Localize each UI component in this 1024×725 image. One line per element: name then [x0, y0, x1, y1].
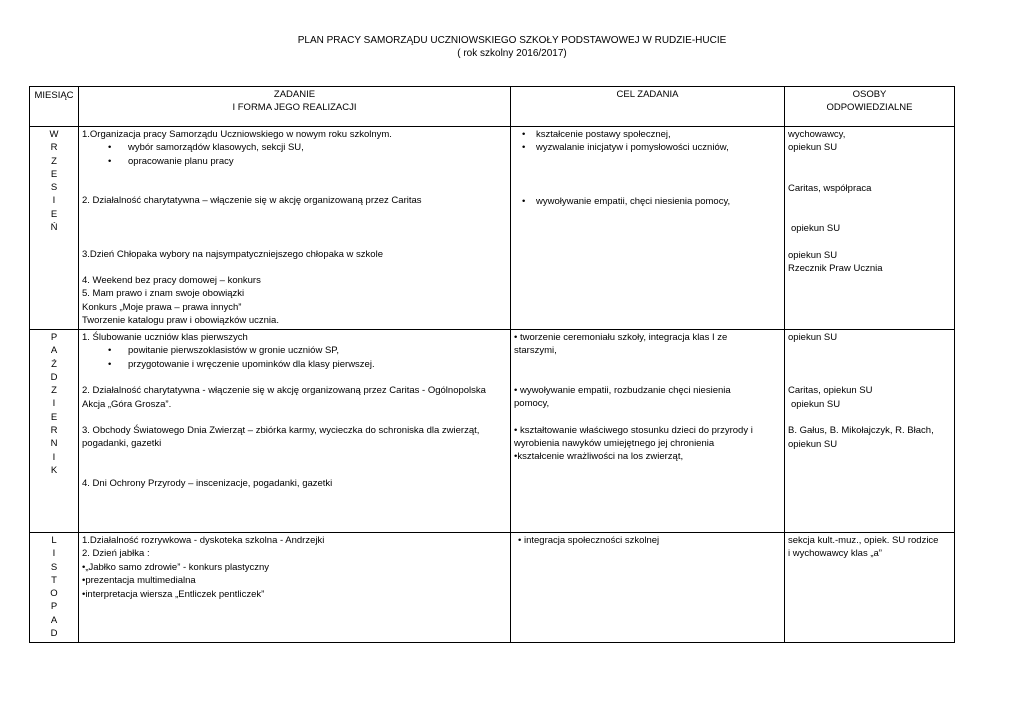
header-persons-line1: OSOBY	[852, 89, 887, 100]
task-text: 4. Dni Ochrony Przyrody – inscenizacje, pogadanki, gazetki	[82, 477, 333, 489]
persons-cell-pazdziernik	[785, 330, 955, 533]
month-letter: P	[50, 332, 58, 343]
persons-text: sekcja kult.-muz., opiek. SU rodzice	[788, 535, 939, 546]
persons-cell-wrzesien	[785, 127, 955, 330]
header-goal: CEL ZADANIA	[511, 87, 785, 127]
month-letter: T	[51, 574, 57, 586]
table-row-wrzesien	[30, 127, 955, 330]
task-text: •prezentacja multimedialna	[82, 575, 196, 587]
table-header-row	[30, 87, 955, 127]
month-letter: I	[52, 398, 56, 410]
goal-text: • integracja społeczności szkolnej	[518, 535, 660, 546]
persons-text: opiekun SU	[791, 223, 841, 235]
month-letter: I	[52, 548, 56, 560]
persons-text: i wychowawcy klas „a”	[788, 548, 882, 560]
month-letter: Z	[51, 155, 57, 167]
goal-cell-listopad	[511, 533, 785, 643]
month-letter: Ń	[50, 222, 58, 234]
month-letter: D	[50, 628, 58, 640]
document-subtitle: ( rok szkolny 2016/2017)	[457, 48, 567, 59]
header-persons	[785, 87, 955, 127]
task-text: 3. Obchody Światowego Dnia Zwierząt – zbiórka karmy, wycieczka do schroniska dla zwierząt,	[82, 425, 480, 437]
goal-bullet: • kształcenie postawy społecznej,	[514, 128, 781, 141]
task-text: pogadanki, gazetki	[82, 438, 162, 450]
task-text: •interpretacja wiersza „Entliczek pentliczek”	[82, 588, 265, 600]
month-letter: Z	[51, 385, 57, 397]
table-row-pazdziernik	[30, 330, 955, 533]
task-cell-wrzesien	[79, 127, 511, 330]
persons-text: opiekun SU	[788, 438, 838, 450]
task-text: 1.Organizacja pracy Samorządu Uczniowskiego w nowym roku szkolnym.	[82, 129, 392, 140]
persons-cell-listopad	[785, 533, 955, 643]
month-letter: D	[50, 371, 58, 383]
task-bullet: • opracowanie planu pracy	[82, 155, 507, 168]
persons-text: opiekun SU	[791, 398, 841, 410]
goal-text: • kształtowanie właściwego stosunku dzieci do przyrody i	[514, 424, 753, 436]
persons-text: Caritas, współpraca	[788, 182, 872, 194]
task-text: Konkurs „Moje prawa – prawa innych”	[82, 301, 242, 313]
task-text: •„Jabłko samo zdrowie” - konkurs plastyczny	[82, 561, 270, 573]
goal-text: wyrobienia nawyków umiejętnego jej chronienia	[514, 438, 715, 450]
month-letter: O	[50, 588, 58, 600]
month-letter: S	[50, 561, 58, 573]
month-letter: R	[50, 142, 58, 154]
document-title: PLAN PRACY SAMORZĄDU UCZNIOWSKIEGO SZKOŁY PODSTAWOWEJ W RUDZIE-HUCIE	[297, 35, 727, 46]
month-letter: Ź	[51, 358, 57, 370]
persons-text: opiekun SU	[788, 332, 838, 343]
table-row-listopad	[30, 533, 955, 643]
header-task-line2: I FORMA JEGO REALIZACJI	[232, 102, 357, 114]
month-letter: N	[50, 438, 58, 450]
goal-text: starszymi,	[514, 345, 557, 357]
task-text: Tworzenie katalogu praw i obowiązków ucznia.	[82, 315, 279, 327]
month-letter: E	[50, 168, 58, 180]
month-letter: E	[50, 411, 58, 423]
month-letter: I	[52, 195, 56, 207]
goal-cell-wrzesien	[511, 127, 785, 330]
task-bullet: • przygotowanie i wręczenie upominków dla klasy pierwszej.	[82, 358, 507, 371]
goal-text: • tworzenie ceremoniału szkoły, integracja klas I ze	[514, 332, 728, 343]
month-cell-listopad	[30, 533, 79, 643]
month-letter: L	[51, 535, 57, 546]
persons-text: wychowawcy,	[788, 129, 846, 140]
task-cell-pazdziernik	[79, 330, 511, 533]
task-text: 2. Działalność charytatywna - włączenie się w akcję organizowaną przez Caritas - Ogólnopolska	[82, 385, 486, 397]
goal-bullet: • wywoływanie empatii, chęci niesienia pomocy,	[514, 195, 781, 208]
persons-text: Caritas, opiekun SU	[788, 385, 873, 397]
month-letter: A	[50, 345, 58, 357]
goal-bullet: • wyzwalanie inicjatyw i pomysłowości uczniów,	[514, 141, 781, 154]
goal-text: •kształcenie wrażliwości na los zwierząt,	[514, 451, 684, 463]
plan-table	[29, 86, 955, 643]
task-text: 2. Działalność charytatywna – włączenie się w akcję organizowaną przez Caritas	[82, 195, 422, 207]
month-letter: S	[50, 182, 58, 194]
month-letter: W	[49, 129, 59, 140]
task-text: 1. Ślubowanie uczniów klas pierwszych	[82, 332, 248, 343]
persons-text: B. Gałus, B. Mikołajczyk, R. Błach,	[788, 425, 934, 437]
goal-cell-pazdziernik	[511, 330, 785, 533]
task-text: 4. Weekend bez pracy domowej – konkurs	[82, 275, 261, 287]
goal-text: • wywoływanie empatii, rozbudzanie chęci niesienia	[514, 384, 731, 396]
task-text: Akcja „Góra Grosza”.	[82, 398, 172, 410]
month-letter: R	[50, 425, 58, 437]
persons-text: opiekun SU	[788, 142, 838, 154]
month-letter: K	[50, 464, 58, 476]
month-letter: I	[52, 451, 56, 463]
task-cell-listopad	[79, 533, 511, 643]
month-letter: A	[50, 614, 58, 626]
task-bullet: • wybór samorządów klasowych, sekcji SU,	[82, 141, 507, 154]
goal-text: pomocy,	[514, 398, 550, 410]
task-text: 3.Dzień Chłopaka wybory na najsympatyczniejszego chłopaka w szkole	[82, 248, 383, 260]
month-letter: P	[50, 601, 58, 613]
header-task-line1: ZADANIE	[273, 89, 316, 100]
persons-text: opiekun SU	[788, 249, 838, 261]
header-task	[79, 87, 511, 127]
task-bullet: • powitanie pierwszoklasistów w gronie uczniów SP,	[82, 344, 507, 357]
month-cell-wrzesien	[30, 127, 79, 330]
task-text: 2. Dzień jabłka :	[82, 548, 150, 560]
persons-text: Rzecznik Praw Ucznia	[788, 263, 883, 275]
month-letter: E	[50, 208, 58, 220]
header-persons-line2: ODPOWIEDZIALNE	[826, 102, 913, 114]
task-text: 5. Mam prawo i znam swoje obowiązki	[82, 288, 245, 300]
month-cell-pazdziernik	[30, 330, 79, 533]
task-text: 1.Działalność rozrywkowa - dyskoteka szkolna - Andrzejki	[82, 535, 325, 546]
header-month: MIESIĄC	[30, 87, 79, 127]
